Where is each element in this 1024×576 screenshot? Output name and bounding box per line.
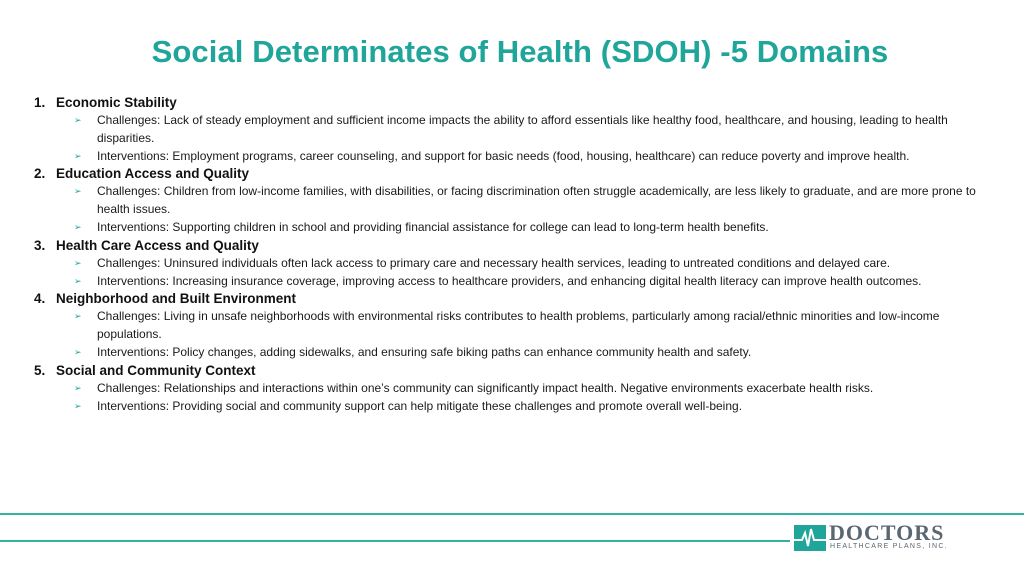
domain-number: 4. [34, 291, 46, 307]
intervention-bullet [34, 148, 996, 166]
domain-heading [34, 362, 996, 380]
domain-name: Neighborhood and Built Environment [56, 291, 296, 307]
domain-name: Economic Stability [56, 95, 177, 110]
domain-name: Social and Community Context [56, 362, 256, 378]
challenge-text: Challenges: Uninsured individuals often lack access to primary care and necessary health services, leading to untreated conditions and delayed care. [97, 255, 891, 270]
domain-heading [34, 165, 996, 183]
footer-divider-bottom [0, 540, 790, 542]
heartbeat-cross-icon [794, 525, 826, 551]
domain-section [34, 362, 996, 416]
domain-heading [34, 237, 996, 255]
domain-section [34, 290, 996, 361]
domain-name: Education Access and Quality [56, 166, 250, 182]
footer-divider-top [0, 513, 1024, 515]
intervention-text: Interventions: Employment programs, career counseling, and support for basic needs (food, housing, healthcare) can reduce poverty and improve health. [97, 148, 910, 163]
domain-number: 1. [34, 95, 46, 110]
challenge-text: Challenges: Living in unsafe neighborhoods with environmental risks contributes to health problems, particularly among racial/ethnic minorities and low-income populations. [97, 309, 940, 342]
intervention-bullet [34, 344, 996, 362]
challenge-bullet [34, 112, 996, 148]
page-title: Social Determinates of Health (SDOH) -5 Domains [151, 34, 889, 69]
domain-section [34, 94, 996, 165]
domain-number: 2. [34, 166, 46, 182]
challenge-bullet [34, 308, 996, 344]
domain-list [34, 94, 996, 415]
intervention-text: Interventions: Increasing insurance coverage, improving access to healthcare providers, and enhancing digital health literacy can improve health outcomes. [97, 273, 922, 288]
challenge-bullet [34, 380, 996, 398]
domain-section [34, 237, 996, 291]
intervention-text: Interventions: Supporting children in school and providing financial assistance for college can lead to long-term health benefits. [97, 219, 769, 234]
logo-tagline: HEALTHCARE PLANS, INC. [830, 543, 948, 550]
domain-number: 5. [34, 362, 46, 378]
arrow-bullet-icon: ➢ [74, 275, 82, 286]
intervention-bullet [34, 219, 996, 237]
challenge-bullet [34, 183, 996, 219]
intervention-bullet [34, 273, 996, 291]
domain-heading [34, 94, 996, 112]
arrow-bullet-icon: ➢ [74, 186, 82, 197]
challenge-bullet [34, 255, 996, 273]
intervention-text: Interventions: Policy changes, adding sidewalks, and ensuring safe biking paths can enhance community health and safety. [97, 344, 752, 359]
logo-name: DOCTORS [829, 520, 945, 545]
domain-name: Health Care Access and Quality [56, 237, 259, 253]
intervention-text: Interventions: Providing social and community support can help mitigate these challenges and promote overall well-being. [97, 398, 743, 413]
arrow-bullet-icon: ➢ [74, 257, 82, 268]
challenge-text: Challenges: Lack of steady employment and sufficient income impacts the ability to afford essentials like healthy food, healthcare, and housing, leading to health disparities. [97, 113, 948, 145]
arrow-bullet-icon: ➢ [74, 346, 82, 357]
arrow-bullet-icon: ➢ [74, 150, 82, 161]
company-logo [794, 520, 964, 553]
arrow-bullet-icon: ➢ [74, 115, 82, 125]
arrow-bullet-icon: ➢ [74, 311, 82, 322]
challenge-text: Challenges: Relationships and interactions within one’s community can significantly impact health. Negative environments exacerbate health risks. [97, 380, 874, 395]
domain-number: 3. [34, 237, 46, 253]
intervention-bullet [34, 398, 996, 416]
arrow-bullet-icon: ➢ [74, 221, 82, 232]
arrow-bullet-icon: ➢ [74, 400, 82, 411]
challenge-text: Challenges: Children from low-income families, with disabilities, or facing discrimination often struggle academically, are less likely to graduate, and are more prone to health issues. [97, 184, 976, 217]
arrow-bullet-icon: ➢ [74, 382, 82, 393]
domain-section [34, 165, 996, 236]
domain-heading [34, 290, 996, 308]
